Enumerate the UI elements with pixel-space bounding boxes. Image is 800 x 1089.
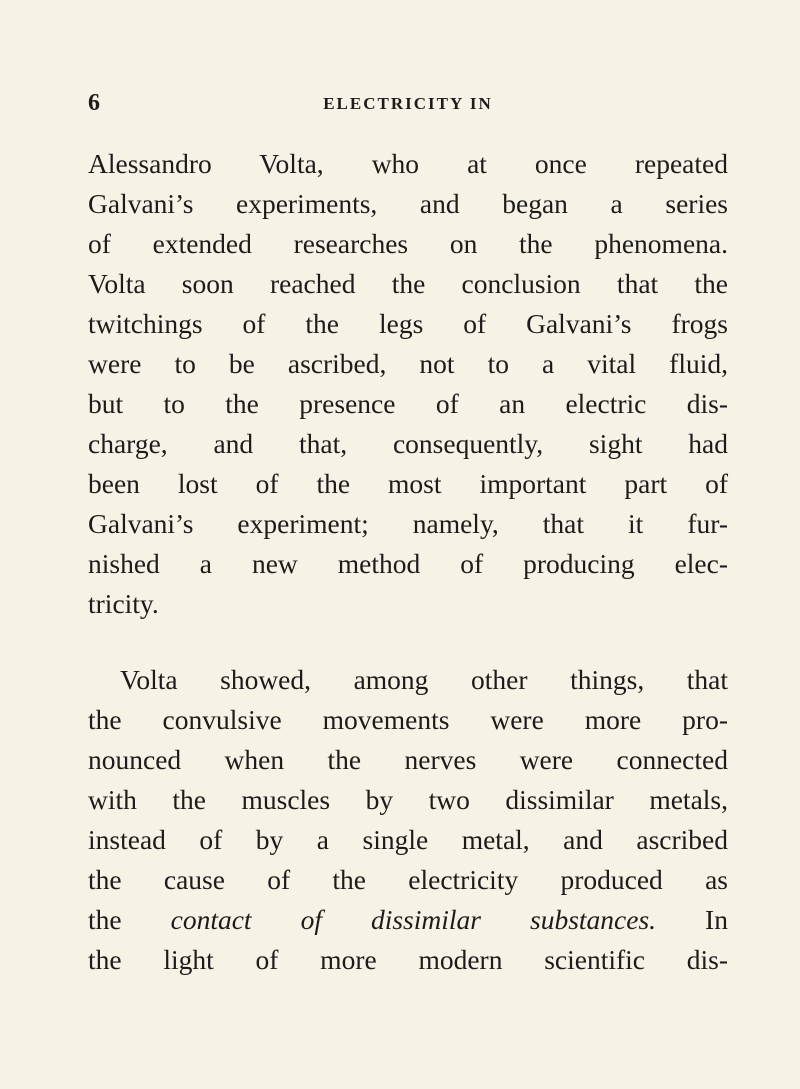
text-line bbox=[88, 900, 728, 940]
text-line: Galvani’s experiment; namely, that it fur- bbox=[88, 508, 728, 539]
text-line: nounced when the nerves were connected bbox=[88, 744, 728, 775]
text-line: but to the presence of an electric dis- bbox=[88, 388, 728, 419]
text-line: the cause of the electricity produced as bbox=[88, 864, 728, 895]
text-line: Volta showed, among other things, that bbox=[120, 664, 728, 695]
text-line: the light of more modern scientific dis- bbox=[88, 944, 728, 975]
text-line: been lost of the most important part of bbox=[88, 468, 728, 499]
text-line: the convulsive movements were more pro- bbox=[88, 704, 728, 735]
text-line: nished a new method of producing elec- bbox=[88, 548, 728, 579]
line-segment: the bbox=[88, 904, 171, 935]
running-title: ELECTRICITY IN bbox=[323, 94, 493, 113]
text-line: with the muscles by two dissimilar metals, bbox=[88, 784, 728, 815]
text-line: Alessandro Volta, who at once repeated bbox=[88, 148, 728, 179]
paragraph-1 bbox=[88, 144, 728, 624]
text-line: were to be ascribed, not to a vital fluid, bbox=[88, 348, 728, 379]
page-number: 6 bbox=[88, 90, 100, 116]
italic-phrase: contact of dissimilar substances. bbox=[170, 904, 657, 935]
text-line: tricity. bbox=[88, 588, 159, 619]
text-line: twitchings of the legs of Galvani’s frogs bbox=[88, 308, 728, 339]
line-segment: In bbox=[656, 904, 728, 935]
text-line: instead of by a single metal, and ascribed bbox=[88, 824, 728, 855]
paragraph-2 bbox=[88, 660, 728, 980]
running-head bbox=[88, 90, 728, 130]
text-line: Volta soon reached the conclusion that the bbox=[88, 268, 728, 299]
text-line: charge, and that, consequently, sight had bbox=[88, 428, 728, 459]
text-line: Galvani’s experiments, and began a series bbox=[88, 188, 728, 219]
text-line: of extended researches on the phenomena. bbox=[88, 228, 728, 259]
